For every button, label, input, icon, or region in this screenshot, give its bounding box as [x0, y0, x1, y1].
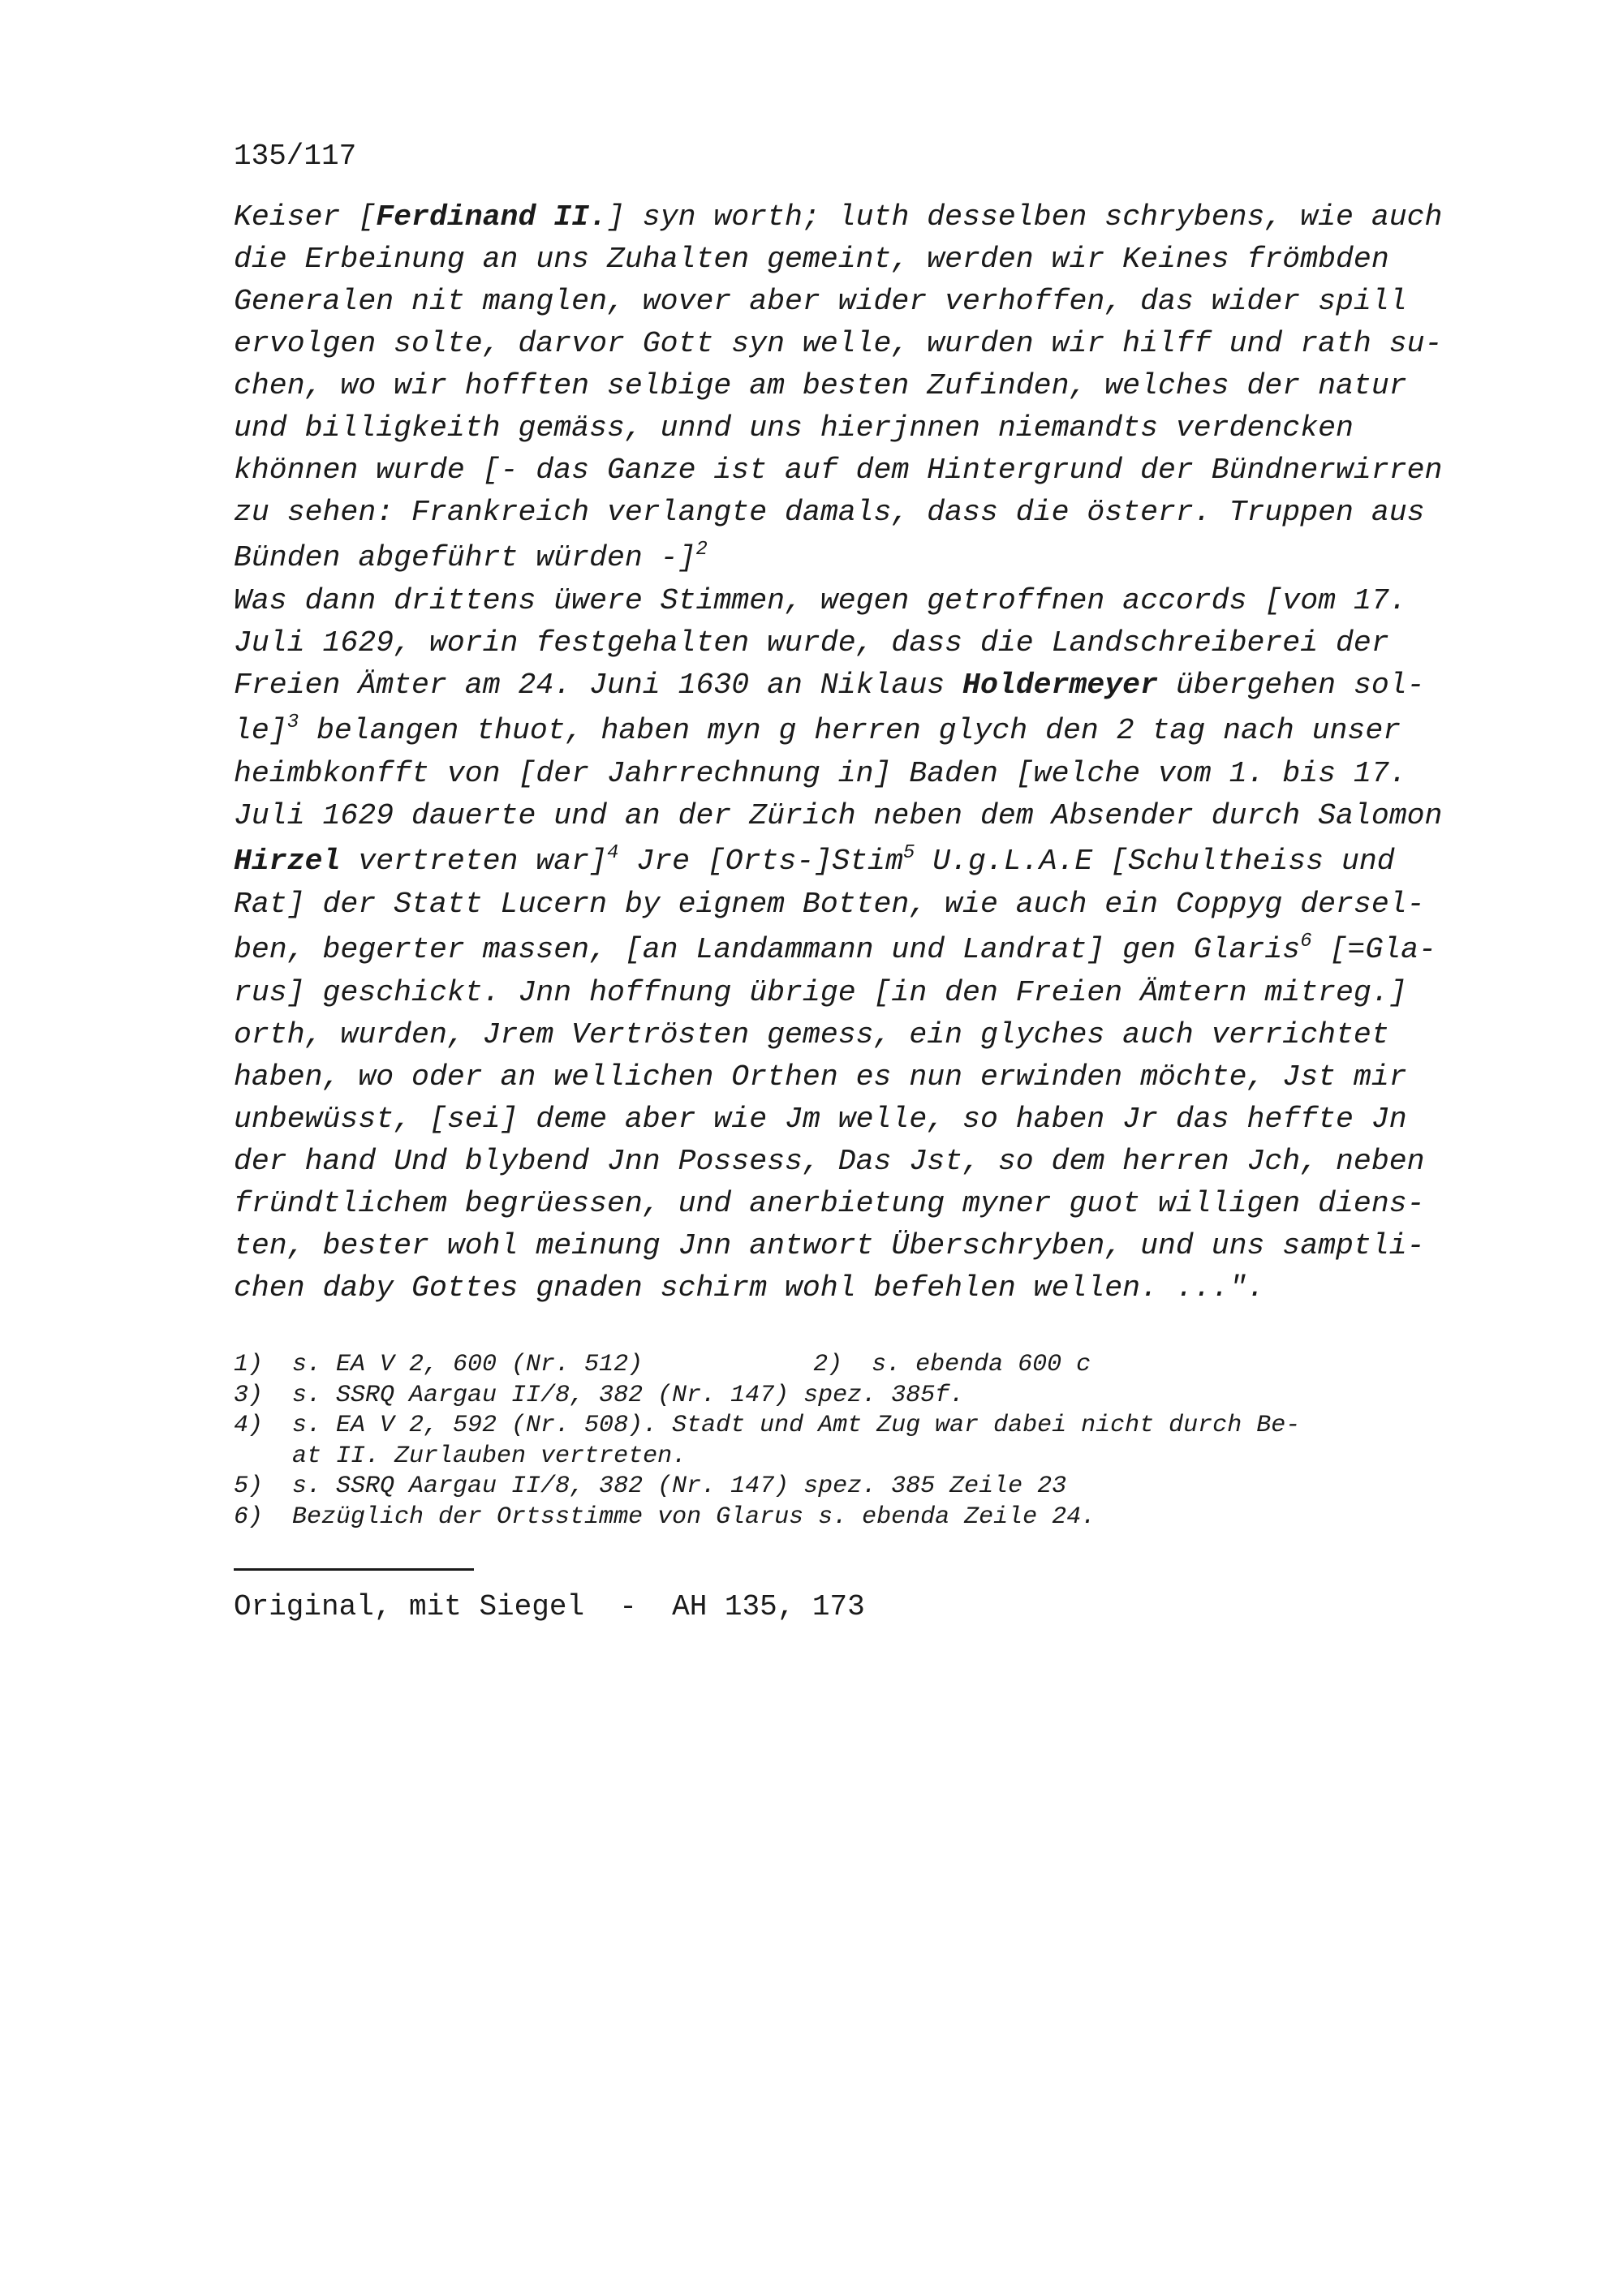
- text-line: heimbkonfft von [der Jahrrechnung in] Baden [welche vom 1. bis 17.: [234, 757, 1407, 790]
- page-number: 135/117: [234, 140, 357, 173]
- text-line: Generalen nit manglen, wover aber wider verhoffen, das wider spill: [234, 285, 1407, 318]
- text-run: ] syn worth; luth desselben schrybens, wie auch: [606, 200, 1443, 234]
- text-run: Keiser [: [234, 200, 377, 234]
- footnote-text: s. SSRQ Aargau II/8, 382 (Nr. 147) spez. 385f.: [292, 1381, 965, 1409]
- text-line: chen, wo wir hofften selbige am besten Zufinden, welches der natur: [234, 369, 1407, 402]
- footnote-number: 1): [234, 1351, 264, 1378]
- text-run: U.g.L.A.E [Schultheiss und: [915, 845, 1395, 878]
- text-run: le]: [234, 714, 287, 747]
- person-name-bold: Ferdinand II.: [376, 200, 607, 234]
- text-line: unbewüsst, [sei] deme aber wie Jm welle, so haben Jr das heffte Jn: [234, 1103, 1407, 1136]
- text-line: ten, bester wohl meinung Jnn antwort Überschryben, und uns samptli-: [234, 1229, 1425, 1262]
- text-line: Juli 1629 dauerte und an der Zürich neben dem Absender durch Salomon: [234, 799, 1443, 832]
- footnote-line: [234, 1381, 1483, 1412]
- text-run: vertreten war]: [340, 845, 607, 878]
- footnote-number: 6): [234, 1503, 264, 1531]
- footnote-line: [234, 1442, 1483, 1473]
- footnote-line: [234, 1350, 1483, 1381]
- footnote-text: Bezüglich der Ortsstimme von Glarus s. ebenda Zeile 24.: [292, 1503, 1096, 1531]
- footnote-line: [234, 1503, 1483, 1533]
- text-run: Jre [Orts-]Stim: [618, 845, 903, 878]
- text-run: übergehen sol-: [1158, 669, 1425, 702]
- section-divider: [234, 1568, 474, 1571]
- footnote-ref: 6: [1300, 931, 1312, 952]
- text-line: die Erbeinung an uns Zuhalten gemeint, werden wir Keines frömbden: [234, 243, 1389, 276]
- text-line: [234, 707, 1483, 753]
- footnote-line: [234, 1411, 1483, 1442]
- text-line: orth, wurden, Jrem Vertrösten gemess, ein glyches auch verrichtet: [234, 1018, 1389, 1051]
- footnote-text: s. EA V 2, 592 (Nr. 508). Stadt und Amt Zug war dabei nicht durch Be-: [292, 1412, 1301, 1439]
- text-line: [234, 837, 1483, 884]
- footnote-text: s. SSRQ Aargau II/8, 382 (Nr. 147) spez. 385 Zeile 23: [292, 1473, 1067, 1500]
- footnote-number: 3): [234, 1381, 264, 1409]
- text-line: Rat] der Statt Lucern by eignem Botten, wie auch ein Coppyg dersel-: [234, 888, 1425, 921]
- text-line: Juli 1629, worin festgehalten wurde, dass die Landschreiberei der: [234, 626, 1389, 660]
- text-line: zu sehen: Frankreich verlangte damals, dass die österr. Truppen aus: [234, 496, 1425, 529]
- source-note: Original, mit Siegel - AH 135, 173: [234, 1590, 865, 1623]
- footnote-text: s. EA V 2, 600 (Nr. 512): [292, 1351, 644, 1378]
- person-name-bold: Holdermeyer: [962, 669, 1158, 702]
- person-name-bold: Hirzel: [234, 845, 341, 878]
- footnote-number: 2): [813, 1351, 843, 1378]
- text-line: ervolgen solte, darvor Gott syn welle, wurden wir hilff und rath su-: [234, 327, 1443, 360]
- text-line: der hand Und blybend Jnn Possess, Das Jst, so dem herren Jch, neben: [234, 1145, 1425, 1178]
- letter-body: [234, 196, 1483, 1309]
- text-line: und billigkeith gemäss, unnd uns hierjnnen niemandts verdencken: [234, 411, 1354, 445]
- text-run: ben, begerter massen, [an Landammann und Landrat] gen Glaris: [234, 933, 1301, 966]
- footnote-number: 5): [234, 1473, 264, 1500]
- footnote-ref: 2: [695, 539, 708, 561]
- text-run: belangen thuot, haben myn g herren glych den 2 tag nach unser: [299, 714, 1401, 747]
- text-run: [=Gla-: [1311, 933, 1436, 966]
- text-run: Freien Ämter am 24. Juni 1630 an Niklaus: [234, 669, 963, 702]
- footnote-ref: 3: [286, 712, 299, 733]
- footnote-text: at II. Zurlauben vertreten.: [292, 1442, 687, 1470]
- footnote-text: s. ebenda 600 c: [872, 1351, 1091, 1378]
- footnote-number: 4): [234, 1412, 264, 1439]
- text-line: chen daby Gottes gnaden schirm wohl befehlen wellen. ...".: [234, 1271, 1265, 1305]
- footnote-line: [234, 1472, 1483, 1503]
- footnotes: [234, 1350, 1483, 1533]
- text-line: [234, 664, 1483, 707]
- text-line: [234, 196, 1483, 239]
- footnote-ref: 5: [902, 842, 915, 864]
- text-line: rus] geschickt. Jnn hoffnung übrige [in den Freien Ämtern mitreg.]: [234, 976, 1407, 1009]
- text-run: Bünden abgeführt würden -]: [234, 541, 696, 574]
- text-line: [234, 534, 1483, 580]
- text-line: khönnen wurde [- das Ganze ist auf dem Hintergrund der Bündnerwirren: [234, 454, 1443, 487]
- text-line: fründtlichem begrüessen, und anerbietung myner guot willigen diens-: [234, 1187, 1425, 1220]
- text-line: [234, 926, 1483, 972]
- text-line: Was dann drittens üwere Stimmen, wegen getroffnen accords [vom 17.: [234, 584, 1407, 617]
- footnote-ref: 4: [606, 842, 619, 864]
- text-line: haben, wo oder an wellichen Orthen es nun erwinden möchte, Jst mir: [234, 1060, 1407, 1094]
